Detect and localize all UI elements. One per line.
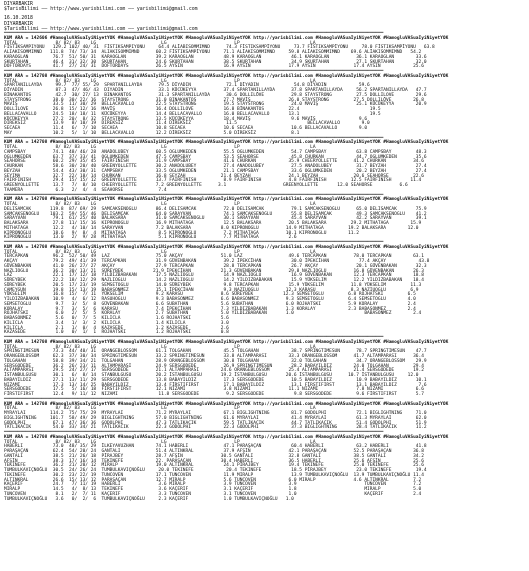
table-row: PARAŞAÇAN 62.4 54/ 20/ 24 GANTALI 51.4 ALTINKRAL 37.9 AFŞİN 42.1 PARAŞAÇAN 52.5 PARAŞAÇAN 36.8 bbox=[4, 449, 424, 455]
table-row: YÜKSELIM 16.8 15/ 7/ 11 YÜKSELIM 9.2 KARASU 8.6 SÜREYBEK 12.3 SEMSETOGLU 6.8 ROJHATSKI 6.5 bbox=[4, 292, 416, 298]
city-title-repeat: DIYARBAKIR bbox=[4, 21, 33, 27]
section-column-header: TOTAL 8/ 82/ 83 LG LG LP LA bbox=[4, 406, 316, 412]
table-row: KAÇERIF 24.7 7/ 11/ 19 HABERLI 3.6 MIRALP 3.9 TUNCOVEN 3.9 TUNCOVEN 7.2 bbox=[4, 482, 422, 488]
race-section bbox=[4, 32, 529, 70]
table-row: GREENYOLLETTE 13.7 7/ 8/ 10 CHEERYOLLETTE 7.2 GREENYOLLETTE 3.1 GREENYOLLETTE 12.0 SEAHORSE 6.6 bbox=[4, 183, 408, 189]
table-row: TEKINEFE 30.2 23/ 22/ 19 TUNCOVEN 17.1 TUNCOVEN 11.9 MIRALP 13.9 TUMBULKAVIÇNOĞLU 13.9 TUMBULKAVIÇNOĞLU 11.4 bbox=[4, 472, 424, 478]
table-row: FİRSTIFIRST 12.4 9/ 11/ 12 NIZAMI 11.8 SERSGODEDE 9.2 SERSGODEDE 9.8 SERSGODEDE 9.6 FİRSTIFIRST 5.7 bbox=[4, 392, 424, 398]
table-row: KÜCÜKEYYA 27.2 20/ 8/ 32 STAYSTRONG 13.5 KÜCÜKEYYA 18.4 MAVİŞ 9.6 MAVİŞ 9.6 bbox=[4, 116, 368, 122]
table-row: MAVİŞ 33.5 11/ 30/ 29 BELLACAVALLO 22.5 STAYSTRONG 19.5 STAYSTRONG 24.0 MAVIŞ 25.1 KÜCÜKEYYA 20.9 bbox=[4, 102, 427, 108]
section-column-header: TOTAL 8/ 82/ 83 LG LG LP LA bbox=[4, 249, 316, 255]
section-separator: ════════════════════════════════════════════════════════════════════════════════════════════════════════════════════════════════════════════ bbox=[4, 135, 384, 141]
section-title: KUM ARA = 142708 #HamogluVASuaIyiNiyetYOK #HamogluVASuaIyiNiyetYOK #HamogluVASuaIyiNiyetYOK http://yarisbilimi.com #HamogluVASuaIyiNiyetYOK #HamogluVASuaIyiNiyetYOK bbox=[4, 197, 449, 203]
table-row: TOLGAHAN 58.8 39/ 34/ 21 TOLGAHAN 28.9 ORANGEBLOSSOM 30.8 TOLGAHAN 32.0 TOLGAHAN 34.7 ORANGEBLOSSOM 29.9 bbox=[4, 358, 427, 364]
section-title: KUM ARA = 142708 #HamogluVASuaIyiNiyetYOK #HamogluVASuaIyiNiyetYOK #HamogluVASuaIyiNiyetYOK http://yarisbilimi.com #HamogluVASuaIyiNiyetYOK #HamogluVASuaIyiNiyetYOK bbox=[4, 140, 449, 146]
table-row: BALAKSARA 27.8 11/ 15/ 16 KIPRONOGLU 16.9 MITHATAGA 12.5 BALAKSARA 20.5 BALAKSARA 29.2 MITHATAGA 15.9 bbox=[4, 221, 422, 227]
table-row: YILDIZBABAKAN 10.9 4/ 6/ 12 RASUHOGLU 9.3 BABASONMEZ 6.6 BABASONMEZ 9.3 SEMSETOGLU 6.4 SEMSETOGLU 4.0 bbox=[4, 297, 416, 303]
table-row: MAY 10.2 5/ 1/ 10 BELLACAVALLO 12.2 DİREKSİZ 5.0 DİREKSİZ 8.1 bbox=[4, 130, 300, 136]
table-row: TATLIKACIK 54.0 33/ 34/ 21 TATLIKACIK 22.3 GODOLPHI 22.3 GODOLPHI 37.3 BIGLIGHTNING 28.4 TATLIKACIK 11.2 bbox=[4, 425, 427, 431]
site-banner-repeat: $TarisBilimi —— http://www.yarisbilimi.com —— yarisbilimi@gmail.com bbox=[4, 26, 198, 32]
table-row: CHURKAN 58.6 30/ 20/ 40 GREENYOLLETTE 30.2 ANADOLUBEY 27.4 ANADOLUBEY 27.5 ANADOLUBEY 31.7 BEYZAH 27.4 bbox=[4, 164, 427, 170]
table-row: CAMEYGUN 19.8 15/ 13/ 19 BABASONMEZ 15.1 İPEKCİHAN 9.3 NAZIUOGLU 12.3 KARASU 8.3 NAZIUOGLU 6.9 bbox=[4, 287, 419, 293]
table-row: TUMBULKAVIÇNOĞLU 30.5 24/ 26/ 24 TUMBULKAVIÇNOĞLU 20.0 TEKINEFE 20.4 TEKINEFE 18.5 PİRAJBEY 23.0 TEKINEFE 19.4 bbox=[4, 468, 427, 474]
table-row: AFŞİN 38.3 17/ 16/ 14 TEKINEFE 22. PARAŞAÇAN 30.4 HABERLI 36.5 HABERLI 25.6 AFŞİN 25.6 bbox=[4, 458, 424, 464]
table-row: NAZLIOGLU 36.2 30/ 13/ 21 SÜREYBEK 21.9 İPEKCİHAN 21.3 GÜVENBAKAN 29.8 NAZLIOGLU 16.8 GÜVENBAKAN 26.3 bbox=[4, 268, 424, 274]
table-row: KAZASEDE 1.0 0/ 1/ 1 ROJHATSKI 1.2 ROJHATSKI 0.8 bbox=[4, 330, 416, 336]
table-row: SECAEA 11.4 6/ 7/ 10 SECAEA 10.8 SECAEA 10.6 SECAEA 10.6 BELLACAVALLO 9.0 bbox=[4, 126, 368, 132]
section-separator: ════════════════════════════════════════════════════════════════════════════════════════════════════════════════════════════════════════════ bbox=[4, 430, 384, 436]
table-row: MIRALP 14.5 4/ 8/ 13 TEKINEFE 3.6 KAÇERIF 3.1 KAÇERIF 1.8 MIRALP 5.0 bbox=[4, 487, 422, 493]
table-row: SÜREYBEK 20.5 17/ 23/ 19 SEMSETOGLU 14.0 SÜREYBEK 9.8 TERCAPKAN 15.9 YÜKSELIM 11.8 YÜKSELIM 11.3 bbox=[4, 282, 422, 288]
table-row: BABAYILDIZ 27.1 13/ 11/ 29 SERSGODEDE 13.8 BABAYILDIZ 17.3 SERSGODEDE 10.5 BABAYILDIZ 10.9 BABAYILDIZ 10.1 bbox=[4, 377, 427, 383]
table-row: SKURTAHAN 46.4 31/ 32/ 30 SKURTAHAN 24.6 SKURTAHAN 38.5 SKURTAHAN 34.9 SKURTAHAN 27.1 SKURTAHAN 32.0 bbox=[4, 59, 427, 65]
table-row: KARAOGLAN 76.7 51/ 50/ 31 KARAOGLAN 39.2 KARAOGLAN 48.9 KARAOGLAN 46.1 KARAOGLAN 36.1 KARAOGLAN 33.6 bbox=[4, 54, 427, 60]
section-separator: ════════════════════════════════════════════════════════════════════════════════════════════════════════════════════════════════════════════ bbox=[4, 192, 384, 198]
table-row: BABASONMEZ 5.6 0/ 7/ 5 KILICLA 1.6 ROJHATSKI 5.6 bbox=[4, 316, 416, 322]
table-row: ROJHATSKI 6.0 2/ 5/ 5 KORALAY 2.7 SUBATHAN 5.0 YILDIZBABAKAN 1.0 BABASONMEZ 2.4 bbox=[4, 311, 422, 317]
table-row: SPARTANILLAYDA 99.7 77/ 55/ 29 SPARTANILLAYDA 79.5 DİYADIN 72.1 DİYADIN 54.8 DİYADIN 59.6 bbox=[4, 83, 370, 89]
table-row: BELLACAVALLO 24.5 18/ 18/ 11 KÜCÜKEYYA 14.4 BELLACAVALLO 16.0 BELLACAVALLO 13.1 19.5 bbox=[4, 111, 381, 117]
section-title: KUM ARA = 142708 #HamogluVASuaIyiNiyetYOK #HamogluVASuaIyiNiyetYOK #HamogluVASuaIyiNiyetYOK http://yarisbilimi.com #HamogluVASuaIyiNiyetYOK #HamogluVASuaIyiNiyetYOK bbox=[4, 401, 449, 407]
table-row: KIPRONOGLU 13.0 2/ 9/ 28 MITHATAGA 5.1 KIPRONOGLU 7.7 MITHATAGA 2.6 bbox=[4, 235, 405, 241]
race-section bbox=[4, 431, 529, 502]
site-banner: $TarisBilimi —— http://www.yarisbilimi.com —— yarisbilimi@gmail.com bbox=[4, 7, 198, 13]
table-row: BİNAKANTOS 42.7 30/ 27/ 13 BINAKANTOS 31.3 SPARTANILLAYDA 30.6 DOLLILÖVE 29.8 STAYSTRONG 27.5 DOLLILOVE 29.6 bbox=[4, 92, 427, 98]
section-title: KUM ARA = 142606 #HamogluVASuaIyiNiyetYOK #HamogluVASuaIyiNiyetYOK #HamogluVASuaIyiNiyetYOK http://yarisbilimi.com #HamogluVASuaIyiNiyetYOK #HamogluVASuaIyiNiyetYOK bbox=[4, 35, 449, 41]
table-row: DIREKSIZ 13.9 8/ 10/ 19 DIREKSİZ 11.4 DİREKSİZ 11.5 BELLACAVALLO 9.0 bbox=[4, 121, 370, 127]
race-section bbox=[4, 336, 529, 398]
table-row: KIPRONOGLU 18.6 9/ 8/ 4 MITHATAGA 8.5 KIPRONOGLU 7.2 MITHATAGA 10.1 KIPRONOGLU 11.2 bbox=[4, 230, 408, 236]
table-row: SEAHORSE 60.2 29/ 35/ 45 FAIRFINISH 31.9 CAMPSBAY 41.6 CHURKAN 35.9 CHEERYOLLETTE 41.2 CHURKAN 34.6 bbox=[4, 159, 424, 165]
table-row: TAAMERA 6.3 2/ 4/ 4 SEAHORSE 7.4 bbox=[4, 187, 378, 193]
table-row: GANTALI 38.5 21/ 26/ 18 PİRAJBEY 28.7 AFŞİN 30.5 GANTALI 32.8 GANTALI 38.5 GANTALI 34.2 bbox=[4, 453, 424, 459]
table-row: TUNCOVEN 8.1 2/ 7/ 11 KAÇERIF 3.3 TUNCOVEN 3.1 TUNCOVEN 1.0 KAÇERIF 2.4 bbox=[4, 491, 422, 497]
table-row: FAIRFINISH 29.4 15/ 15/ 12 GREENYOLLETTE 13.7 FAIRFINISH 8.9 FAIRFINISH 4.8 FAIRFINISH 12.5 FAIRFINISH 11.4 bbox=[4, 178, 422, 184]
table-row: ALTAMPARASI 29.5 24/ 27/ 17 SERSGODEDE 21.1 ALTAMPARASI 24.6 ORANGEBLOSSOM 25.4 ALTAMPARASI 21.4 SERSGODEDE 19.2 bbox=[4, 368, 424, 374]
table-row: DİYADIN 87.3 47/ 46/ 43 DIYADIN 33.1 KÜCÜKEYYA 37.4 SPARTANILLAYDA 37.8 SPARTANILLAYDA 56.2 SPARTANILLAYDA 47.7 bbox=[4, 88, 427, 94]
table-row: ALTINKRAL 26.6 15/ 13/ 12 PARAŞAÇAN 12.7 MIRALP 5.6 TUNCOVEN 6.0 MIRALP 4.6 ALTINKRAL 7.2 bbox=[4, 477, 422, 483]
section-title: KUM ARA = 142708 #HamogluVASuaIyiNiyetYOK #HamogluVASuaIyiNiyetYOK #HamogluVASuaIyiNiyetYOK http://yarisbilimi.com #HamogluVASuaIyiNiyetYOK #HamogluVASuaIyiNiyetYOK bbox=[4, 73, 449, 79]
table-row: KORALAY 9.7 3/ 5/ 6 KARASU 7.4 İPEKCİHAN 7.3 YILDIZBABAKAN 1.3 KORALAY 2.3 BABASONMEZ 2.4 bbox=[4, 306, 416, 312]
table-row: SARAYVAN 79.1 61/ 25/ 40 BALAKSARA 31.0 SAMCAKSENOGLU 30.1 SARAYVAN 45.4 SARAYVAN 42.2 SARAYVAN 39.1 bbox=[4, 216, 427, 222]
race-section bbox=[4, 137, 529, 194]
table-row: SEMSETOGLU 9.7 3/ 5/ 8 GÜVENBAKAN 6.6 SUBATHAN 5.6 SUBATHAN 6.0 ROJHATSKI 5.9 KORALAY 2.4 bbox=[4, 301, 416, 307]
section-column-header: TOTAL 8/ 82/ 83 LG LG LP LA bbox=[4, 145, 316, 151]
table-row: KILICLA 3.4 1/ 3/ 2 KILICLA 1.4 KILICLA 3.0 bbox=[4, 320, 416, 326]
section-title: KUM ARA = 142708 #HamogluVASuaIyiNiyetYOK #HamogluVASuaIyiNiyetYOK #HamogluVASuaIyiNiyetYOK http://yarisbilimi.com #HamogluVASuaIyiNiyetYOK #HamogluVASuaIyiNiyetYOK bbox=[4, 244, 449, 250]
race-section bbox=[4, 398, 529, 431]
race-section bbox=[4, 194, 529, 242]
section-separator: ════════════════════════════════════════════════════════════════════════════════════════════════════════════════════════════════════════════ bbox=[4, 396, 384, 402]
table-row: SÜREYBEK 22.2 18/ 12/ 29 NAZLIOGLU 14.2 NAZLIOGLU 14.2 YILDIZBABAKAN 15.9 YÜKSELIM 12.2 YILDIZBABAKAN 18.4 bbox=[4, 278, 424, 284]
race-section bbox=[4, 241, 529, 336]
section-title: KUM ARA = 142708 #HamogluVASuaIyiNiyetYOK #HamogluVASuaIyiNiyetYOK #HamogluVASuaIyiNiyetYOK http://yarisbilimi.com #HamogluVASuaIyiNiyetYOK #HamogluVASuaIyiNiyetYOK bbox=[4, 339, 449, 345]
table-row: LAZ 22.1 17/ 12/ 18 YILDIZBABAKAN 17.5 NAZLIOGLU 14.9 NAZLIOGLU 16.9 GÜVENBAKAN 12.3 TERCAPKAN 18.8 bbox=[4, 273, 424, 279]
table-row: CAMPSBAY 74.1 48/ 46/ 28 ANADOLUBEY 60.5 OGLUMKEDEN 55.5 OGLUMKEDEN 54.7 CAMPSBAY 63.8 CAMPSBAY 48.3 bbox=[4, 149, 427, 155]
table-row: NIZAMI 17.3 13/ 14/ 25 BABAYILDIZ 13.4 FİRSTIFIRST 17.1 BABAYILDIZ 13.1 FİRSTIFIRST 13.1 BABAYILDIZ 7.6 bbox=[4, 382, 427, 388]
table-row: SERSGODEDE 17.5 5/ 16/ 18 FİRSTIFIRST 12.1 NIZAMI 3.8 NIZAMI 11.1 NIZAMI 7.8 NIZAMI 6.6 bbox=[4, 387, 424, 393]
table-row: İSTANBULGUSU 30.1 6/ 8/ 14 STANBULGUSU 20.2 İSTANBULGUSU 19.2 İSTANBULGUSU 20.6 İSTANBULGUSU 10.7 İSTANBULGUSU 12.0 bbox=[4, 373, 419, 379]
table-row: DOFTORDAYS 41.7 27/ 24/ 31 DOFTORDAYS 26.5 AYSIN 16.9 AYSİN 17.9 AYSIN 17.4 AYSIN 25.6 bbox=[4, 64, 424, 70]
table-row: MITHATAGA 12.2 4/ 10/ 14 SARAYVAN 7.2 BALAKSARA 8.0 KIPRONOGLU 14.9 MITHATAGA 19.2 BALAKSARA 12.0 bbox=[4, 225, 419, 231]
table-row: DELISAMCAK 119.8 87/ 69/ 29 SAMCAKSENOGLU 86.4 DELISAMCAK 72.0 DELISAMCAK 79.1 SAMCAKSENOGLU 65.0 DELISAMCAK 75.9 bbox=[4, 206, 427, 212]
table-row: DOLLILOVE 26.8 15/ 12/ 16 MAVİŞ 16.4 DOLLILOVE 16.8 BİNAKANTOS 22.4 19.5 bbox=[4, 107, 381, 113]
table-row: ALIAKISOMMIMND 111.8 74/ 73/ 34 ALIAKISOMMIMND 60.2 FİSTIKSAMPİYONU 71.1 ALİAKISOMMIMND 59.8 ALİAKISOMMIMND 69.6 ALİAKISOMMIMND 54.2 bbox=[4, 50, 422, 56]
section-column-header: TOTAL 8/ 82/ 83 LG LG LP LA bbox=[4, 202, 316, 208]
table-row: SERSGODEDE 36.2 26/ 23/ 11 ALTAMPARASI 24.9 SERSGODEDE 26.9 SPRINGTIMESUN 28.2 BABAYILDIZ 24.0 TOLGAHAN 29.4 bbox=[4, 363, 424, 369]
table-row: TEKINEFE 36.2 21/ 20/ 12 MIRALP 19.0 ALTINKRAL 24.1 PİRAJBEY 19.4 TEKINEFE 25.0 TEKINEFE 25.6 bbox=[4, 463, 424, 469]
table-row: SEYIMA 32.7 22/ 18/ 14 CHURKAN 16.8 SEYZAH 21.4 BEYZAH 24.1 BEYZAH 20.6 SEAHORSE 22.6 bbox=[4, 173, 424, 179]
table-row: ORANGEBLOSSOM 62.3 37/ 30/ 34 SPRINGTIMESUN 33.2 SPRINGTIMESUN 33.8 ALTAMPARASI 33.3 ORANGEBLOSSOM 41.7 ALTAMPARASI 36.4 bbox=[4, 354, 424, 360]
race-sections bbox=[4, 32, 529, 502]
section-separator: ════════════════════════════════════════════════════════════════════════════════════════════════════════════════════════════════════════════ bbox=[4, 31, 384, 37]
table-row: OGLUMKEDEN 63.7 37/ 33/ 41 OGLUMKEDEN 47.5 CAMPSBAY 53.5 SEAHORSE 45.8 CHURKAN 44.7 OGLUMKEDEN 35.6 bbox=[4, 154, 427, 160]
city-title: DIYARBAKIR bbox=[4, 2, 33, 7]
table-row: SAMCAKSENOGLU 103.2 59/ 55/ 46 DELISAMCAK 64.0 SARAYVAN 74.1 SAMCAKSENOGLU 55.8 DELISAMCAK 49.3 SAMCAKSENOGLU 41.2 bbox=[4, 211, 427, 217]
section-column-header: TOTAL 8/ 82/ 83 LG LG LP LA bbox=[4, 40, 316, 46]
table-row: BEYZAH 54.4 43/ 30/ 31 CAMPSBAY 33.5 OGLUMKEDEN 21.1 CAMPSBAY 33.6 OGLUMKEDEN 20.2 BEYZAH 27.4 bbox=[4, 168, 427, 174]
table-row: TERCAPKAN 96.2 52/ 50/ 49 LAZ 75.0 AKÇAY 51.0 LAZ 49.6 TERCAPKAN 78.0 TERCAPKAN 63.1 bbox=[4, 254, 424, 260]
race-section bbox=[4, 70, 529, 137]
table-row: HABERLI 73.0 48/ 35/ 29 İLKEYAVUZHAN 74.1 HABERLI 47.1 PARAŞAÇAN 60.4 HABERLI 63.2 HABERLI 41.8 bbox=[4, 444, 427, 450]
table-row: GODOLPHI 67.1 47/ 36/ 36 GODOLPHI 47.3 TATLIKACIK 59.5 TATLIKACIK 44.7 TATLIKACIK 51.4 GODOLPHI 51.9 bbox=[4, 420, 427, 426]
section-column-header: TOTAL 8/ 82/ 83 LG LG LP LA bbox=[4, 439, 316, 445]
table-row: FİSTIKSAMPIYONU 129.2 102/ 40/ 31 FİSTIKSAMPIYONU 64.4 ALİABISOMMIMND 74.3 FİSTIKSAMPİYONU 73.7 FİSTIKSAMPİYONU 78.0 FİSTIKSAMPİYONU 63.8 bbox=[4, 45, 435, 51]
section-title: KUM ARA = 142708 #HamogluVASuaIyiNiyetYOK #HamogluVASuaIyiNiyetYOK #HamogluVASuaIyiNiyetYOK http://yarisbilimi.com #HamogluVASuaIyiNiyetYOK #HamogluVASuaIyiNiyetYOK bbox=[4, 434, 449, 440]
table-row: AKÇAY 79.2 49/ 41/ 39 TERCAPKAN 31.9 GÜVENBAKAN 39.2 İPEKCİHAN 30.0 İPEKCİHAN 77.4 AKÇAY 43.8 bbox=[4, 259, 430, 265]
table-row: SPRINGTIMESUN 73.3 44/ 40/ 31 ORANGEBLOSSOM 61.1 TOLGAHAN 45.5 TOLGAHAN 38.7 SPRINGTIMESUN 78.7 SPRINGTIMESUN 47.7 bbox=[4, 349, 427, 355]
table-row: GÜVENBAKAN 41.0 26/ 27/ 27 AKÇAY 27.9 TERCAPKAN 28.8 TERCAPKAN 26.7 AKÇAY 20.1 GÜVENBAKAN 32.3 bbox=[4, 263, 427, 269]
table-row: BIGLIGHTNING 101.7 58/ 49/ 29 BIGLIGHTNING 57.0 BIGLIGHTNING 61.6 MYRAYLAI 41.4 MYRAYLAI 61.3 MYRAYLAI 62.0 bbox=[4, 415, 427, 421]
section-column-header: TOTAL 8/ 82/ 83 LG LG LP LA bbox=[4, 344, 316, 350]
section-separator: ════════════════════════════════════════════════════════════════════════════════════════════════════════════════════════════════════════════ bbox=[4, 240, 384, 246]
table-row: KILICLA 2.1 1/ 0/ 4 KAZASEDE 1.2 KAZASEDE 2.6 bbox=[4, 325, 416, 331]
section-separator: ════════════════════════════════════════════════════════════════════════════════════════════════════════════════════════════════════════════ bbox=[4, 69, 384, 75]
table-row: TUMBULKAVIÇNOĞLU 3.6 0/ 2/ 6 TUMBULKAVIÇNOĞLU 2.3 KAÇERIF 1.0 TUMBULKAVIÇNOĞLU 1.0 bbox=[4, 496, 411, 502]
table-row: MYRAYLAI 114.2 75/ 75/ 29 MYRAYLAI 71.2 MYRAYLAI 67.1 BIGLIGHTNING 81.7 GODOLPHI 72.1 BIGLIGHTNING 71.0 bbox=[4, 411, 427, 417]
table-row: STAYSTRONG 38.0 30/ 22/ 16 STAYSTRONG 31.0 BINAKANTOS 27.7 MAVİŞ 26.0 STAYSTRONG 27.5 DOLLILÖVE 26.8 bbox=[4, 97, 424, 103]
report-date: 16.10.2018 bbox=[4, 16, 33, 22]
section-separator: ════════════════════════════════════════════════════════════════════════════════════════════════════════════════════════════════════════════ bbox=[4, 335, 384, 341]
section-column-header: TOTAL 8/ 82/ 83 LG LG LP LA bbox=[4, 78, 316, 84]
